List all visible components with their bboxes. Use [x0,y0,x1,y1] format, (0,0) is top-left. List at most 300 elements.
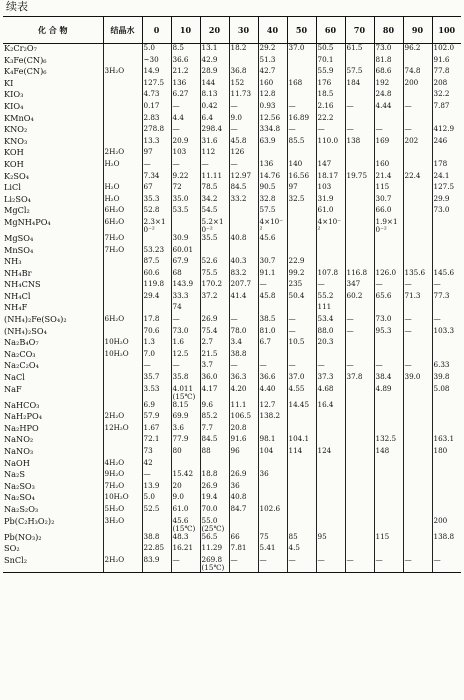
solubility-cell: 72 [171,183,200,195]
solubility-cell: 269.8 (15℃) [200,556,229,573]
solubility-cell [229,56,258,68]
solubility-cell: 6.9 [142,401,171,413]
solubility-cell: 0.42 [200,102,229,114]
solubility-cell: 70.6 [142,327,171,339]
solubility-cell: 147 [316,160,345,172]
water-cell [103,303,142,315]
water-cell: H₂O [103,195,142,207]
solubility-table [3,16,461,573]
table-row [3,292,461,304]
solubility-cell [374,257,403,269]
solubility-cell: — [403,556,432,573]
solubility-cell: 22.85 [142,544,171,556]
solubility-cell [403,257,432,269]
solubility-cell: 1.6 [171,338,200,350]
solubility-cell: — [345,327,374,339]
solubility-cell: 73.0 [374,315,403,327]
solubility-cell [200,459,229,471]
solubility-cell: 42.7 [258,67,287,79]
solubility-cell: 32.5 [287,195,316,207]
solubility-cell: 127.5 [142,79,171,91]
solubility-cell: 6.33 [432,361,461,373]
water-cell: 2H₂O [103,412,142,424]
solubility-cell [374,114,403,126]
solubility-cell: 20.8 [229,424,258,436]
solubility-cell [432,350,461,362]
solubility-cell: 4.17 [200,385,229,401]
solubility-cell [432,505,461,517]
solubility-cell: 40.3 [229,257,258,269]
solubility-cell [432,493,461,505]
solubility-cell [287,424,316,436]
solubility-cell: 15.42 [171,470,200,482]
solubility-cell: 42 [142,459,171,471]
water-cell [103,401,142,413]
water-cell: H₂O [103,160,142,172]
solubility-cell: 207.7 [229,280,258,292]
water-cell [103,56,142,68]
solubility-cell: 53.23 [142,246,171,258]
solubility-cell [432,338,461,350]
solubility-cell [432,412,461,424]
solubility-cell [345,303,374,315]
table-row [3,56,461,68]
solubility-cell: 7.81 [229,544,258,556]
table-row [3,482,461,494]
header-temperature: 20 [200,17,229,44]
solubility-cell: 37.0 [287,44,316,56]
solubility-cell: 176 [316,79,345,91]
solubility-cell: 70.0 [200,505,229,517]
solubility-cell: 34.2 [200,195,229,207]
table-row [3,505,461,517]
water-cell: 7H₂O [103,234,142,246]
solubility-cell: 104.1 [287,435,316,447]
solubility-cell [374,424,403,436]
solubility-cell: 8.5 [171,44,200,56]
solubility-cell [345,114,374,126]
solubility-cell: — [171,125,200,137]
solubility-cell: 52.6 [200,257,229,269]
compound-cell: SO₂ [4,544,20,554]
water-cell: 7H₂O [103,246,142,258]
table-row [3,447,461,459]
solubility-cell: 18.17 [316,172,345,184]
solubility-cell: — [287,556,316,573]
water-cell [103,257,142,269]
solubility-cell: 11.73 [229,90,258,102]
solubility-cell: 75 [258,533,287,545]
compound-cell: NaH₂PO₄ [4,412,42,422]
solubility-cell: 138.8 [432,533,461,545]
solubility-cell [229,218,258,234]
solubility-cell: 178 [432,160,461,172]
compound-cell: KOH [4,148,24,158]
table-row [3,172,461,184]
solubility-cell [287,246,316,258]
solubility-cell [316,435,345,447]
solubility-cell [287,459,316,471]
solubility-cell: 11.29 [200,544,229,556]
compound-cell: Li₂SO₄ [4,194,31,204]
solubility-cell: 9.0 [229,114,258,126]
solubility-cell: — [142,470,171,482]
solubility-cell: 14.45 [287,401,316,413]
header-temperature: 80 [374,17,403,44]
water-cell [103,327,142,339]
solubility-cell: 36 [258,470,287,482]
solubility-cell: 37.3 [316,373,345,385]
solubility-cell [403,482,432,494]
solubility-cell: 6.4 [200,114,229,126]
solubility-cell [142,234,171,246]
solubility-cell: 7.0 [142,350,171,362]
table-row [3,269,461,281]
solubility-cell: 70.1 [316,56,345,68]
compound-cell: KI [4,78,14,88]
compound-cell: MgNH₄PO₄ [4,217,51,227]
solubility-cell: 88.0 [316,327,345,339]
solubility-cell: 7.7 [200,424,229,436]
solubility-cell [432,459,461,471]
water-cell [103,533,142,545]
compound-cell: K₃Fe(CN)₆ [4,55,47,65]
solubility-cell: 5.0 [142,493,171,505]
solubility-cell: 97 [142,148,171,160]
solubility-cell: 31.6 [200,137,229,149]
solubility-cell [432,148,461,160]
solubility-cell: 40.8 [229,234,258,246]
solubility-cell [229,246,258,258]
solubility-cell: 77.8 [432,67,461,79]
water-cell: 6H₂O [103,315,142,327]
solubility-cell [316,234,345,246]
table-row [3,257,461,269]
compound-cell: MgCl₂ [4,206,30,216]
table-row [3,183,461,195]
solubility-cell: 78.0 [229,327,258,339]
water-cell [103,544,142,556]
solubility-cell: 184 [345,79,374,91]
solubility-cell: — [403,102,432,114]
table-row [3,315,461,327]
solubility-cell [374,493,403,505]
solubility-cell: 3.53 [142,385,171,401]
solubility-cell: 2.3×10⁻² [142,218,171,234]
solubility-cell: — [403,361,432,373]
solubility-cell: 132.5 [374,435,403,447]
solubility-cell: 18.5 [316,90,345,102]
solubility-cell [258,493,287,505]
solubility-cell: 22.4 [403,172,432,184]
compound-cell: Pb(C₂H₃O₂)₂ [4,516,55,526]
table-row [3,470,461,482]
solubility-cell: 67 [142,183,171,195]
solubility-cell: 4.55 [287,385,316,401]
solubility-cell [345,482,374,494]
solubility-cell: — [345,125,374,137]
solubility-cell: 87.5 [142,257,171,269]
solubility-cell: 124 [316,447,345,459]
solubility-cell [287,56,316,68]
solubility-cell: 57.5 [258,206,287,218]
solubility-cell: 107.8 [316,269,345,281]
compound-cell: KNO₃ [4,136,28,146]
solubility-cell: 29.9 [432,195,461,207]
solubility-cell [229,206,258,218]
solubility-cell: — [374,280,403,292]
solubility-cell [345,517,374,533]
solubility-cell [374,234,403,246]
solubility-cell: 35.7 [142,373,171,385]
solubility-cell: 71.3 [403,292,432,304]
solubility-cell [316,412,345,424]
solubility-cell: 77.3 [432,292,461,304]
compound-cell: Na₂SO₄ [4,493,35,503]
solubility-cell [403,114,432,126]
water-cell [103,373,142,385]
solubility-cell: 32.8 [258,195,287,207]
compound-cell: (NH₄)₂Fe(SO₄)₂ [4,315,67,325]
solubility-cell: 35.0 [171,195,200,207]
solubility-cell [258,424,287,436]
water-cell: 2H₂O [103,556,142,573]
solubility-cell: 75.5 [200,269,229,281]
solubility-cell: 95 [316,533,345,545]
solubility-cell: 5.08 [432,385,461,401]
solubility-cell: 4.40 [258,385,287,401]
solubility-cell: 66.0 [374,206,403,218]
solubility-cell: 3.6 [171,424,200,436]
water-cell [103,79,142,91]
solubility-cell: 2.16 [316,102,345,114]
solubility-cell: 30.9 [171,234,200,246]
compound-cell: Na₂SO₃ [4,481,35,491]
solubility-cell: 140 [287,160,316,172]
solubility-cell: 60.6 [142,269,171,281]
solubility-cell [316,517,345,533]
solubility-cell: 145.6 [432,269,461,281]
solubility-cell: — [316,125,345,137]
solubility-cell: 45.6 (15℃) [171,517,200,533]
compound-cell: KIO₃ [4,90,24,100]
compound-cell: NaF [4,384,22,394]
solubility-cell: 168 [287,79,316,91]
solubility-cell [316,350,345,362]
table-row [3,385,461,401]
solubility-cell: 334.8 [258,125,287,137]
solubility-cell [200,246,229,258]
solubility-cell [345,533,374,545]
solubility-cell: 22.2 [316,114,345,126]
solubility-cell: 200 [403,79,432,91]
solubility-cell: — [287,102,316,114]
solubility-cell [258,246,287,258]
solubility-cell [345,234,374,246]
solubility-cell: 68.6 [374,67,403,79]
solubility-cell [374,412,403,424]
solubility-cell: 2.83 [142,114,171,126]
compound-cell: NH₄CNS [4,280,41,290]
compound-cell: NaOH [4,458,30,468]
solubility-cell [316,148,345,160]
solubility-cell: 14.76 [258,172,287,184]
solubility-cell [142,303,171,315]
solubility-cell [229,459,258,471]
table-row [3,361,461,373]
solubility-cell: 16.4 [316,401,345,413]
solubility-cell [432,246,461,258]
solubility-cell: 30.7 [258,257,287,269]
solubility-cell: — [345,556,374,573]
table-row [3,533,461,545]
solubility-cell [432,544,461,556]
solubility-cell: 38.4 [374,373,403,385]
solubility-cell [142,517,171,533]
solubility-cell: 106.5 [229,412,258,424]
solubility-cell [403,505,432,517]
water-cell [103,90,142,102]
table-row [3,435,461,447]
solubility-cell [171,459,200,471]
solubility-cell: 24.8 [374,90,403,102]
solubility-cell: 4×10⁻² [316,218,345,234]
solubility-cell: 37.8 [345,373,374,385]
solubility-cell: 45.8 [258,292,287,304]
solubility-cell: 35.5 [200,234,229,246]
solubility-cell [258,482,287,494]
solubility-cell: 235 [287,280,316,292]
solubility-cell: 88 [200,447,229,459]
header-water-of-crystallization: 结晶水 [103,17,142,44]
header-compound: 化 合 物 [3,17,103,44]
water-cell: 12H₂O [103,424,142,436]
solubility-cell [403,470,432,482]
solubility-cell [345,544,374,556]
solubility-cell [345,459,374,471]
solubility-cell: 85.5 [287,137,316,149]
solubility-cell: 202 [403,137,432,149]
solubility-cell [345,470,374,482]
solubility-cell [345,505,374,517]
solubility-cell [287,350,316,362]
solubility-cell [403,350,432,362]
solubility-cell: 13.9 [142,482,171,494]
solubility-cell: 5.0 [142,44,171,56]
solubility-cell: 81.0 [258,327,287,339]
solubility-cell: — [229,361,258,373]
solubility-cell: — [200,160,229,172]
solubility-cell: 19.75 [345,172,374,184]
solubility-cell [345,183,374,195]
solubility-cell: 16.21 [171,544,200,556]
solubility-cell: — [287,315,316,327]
solubility-cell: 60.2 [345,292,374,304]
solubility-cell [345,206,374,218]
solubility-cell: 36 [229,482,258,494]
solubility-cell [374,338,403,350]
solubility-cell: 32.2 [432,90,461,102]
solubility-cell: 114 [287,447,316,459]
table-row [3,556,461,573]
solubility-cell: 21.5 [200,350,229,362]
solubility-cell: 20 [171,482,200,494]
table-row [3,160,461,172]
table-row [3,544,461,556]
solubility-cell: 83.9 [142,556,171,573]
solubility-cell: 37.0 [287,373,316,385]
compound-cell: NaNO₃ [4,447,34,456]
header-temperature: 40 [258,17,287,44]
solubility-cell: 4.20 [229,385,258,401]
table-row [3,493,461,505]
compound-cell: Pb(NO₃)₂ [4,532,42,542]
solubility-cell: 96.2 [403,44,432,56]
solubility-cell: 63.9 [258,137,287,149]
solubility-cell: 42.9 [200,56,229,68]
solubility-cell: — [229,315,258,327]
solubility-cell: — [432,280,461,292]
solubility-cell [432,401,461,413]
solubility-cell [345,257,374,269]
solubility-cell [287,482,316,494]
table-row [3,195,461,207]
table-row [3,125,461,137]
solubility-cell: 4.44 [374,102,403,114]
solubility-cell: 20.3 [316,338,345,350]
solubility-cell: 112 [200,148,229,160]
solubility-cell: 5.41 [258,544,287,556]
water-cell: 2H₂O [103,148,142,160]
compound-cell: MnSO₄ [4,245,34,255]
solubility-cell [403,401,432,413]
solubility-cell: 5.2×10⁻² [200,218,229,234]
solubility-cell [374,459,403,471]
solubility-cell: 80 [171,447,200,459]
solubility-cell: 36.0 [200,373,229,385]
solubility-cell [258,350,287,362]
solubility-cell [345,412,374,424]
water-cell: 9H₂O [103,470,142,482]
solubility-cell: 83.2 [229,269,258,281]
water-cell [103,280,142,292]
compound-cell: Na₂CO₃ [4,349,36,359]
table-row [3,137,461,149]
solubility-cell [403,148,432,160]
solubility-cell [432,482,461,494]
solubility-cell [287,218,316,234]
solubility-cell [287,505,316,517]
solubility-cell: 14.9 [142,67,171,79]
compound-cell: NH₄Cl [4,291,31,301]
solubility-cell [316,482,345,494]
solubility-cell: 200 [432,517,461,533]
table-row [3,517,461,533]
solubility-cell [345,493,374,505]
solubility-cell: 160 [258,79,287,91]
table-row [3,234,461,246]
table-row [3,338,461,350]
compound-cell: Na₂HPO [4,423,39,433]
solubility-cell: 40.8 [229,493,258,505]
solubility-cell: — [258,361,287,373]
water-cell: 10H₂O [103,493,142,505]
solubility-cell: — [345,361,374,373]
water-cell: 3H₂O [103,67,142,79]
solubility-cell: 4.89 [374,385,403,401]
solubility-cell: 126.0 [374,269,403,281]
solubility-cell: 13.1 [200,44,229,56]
